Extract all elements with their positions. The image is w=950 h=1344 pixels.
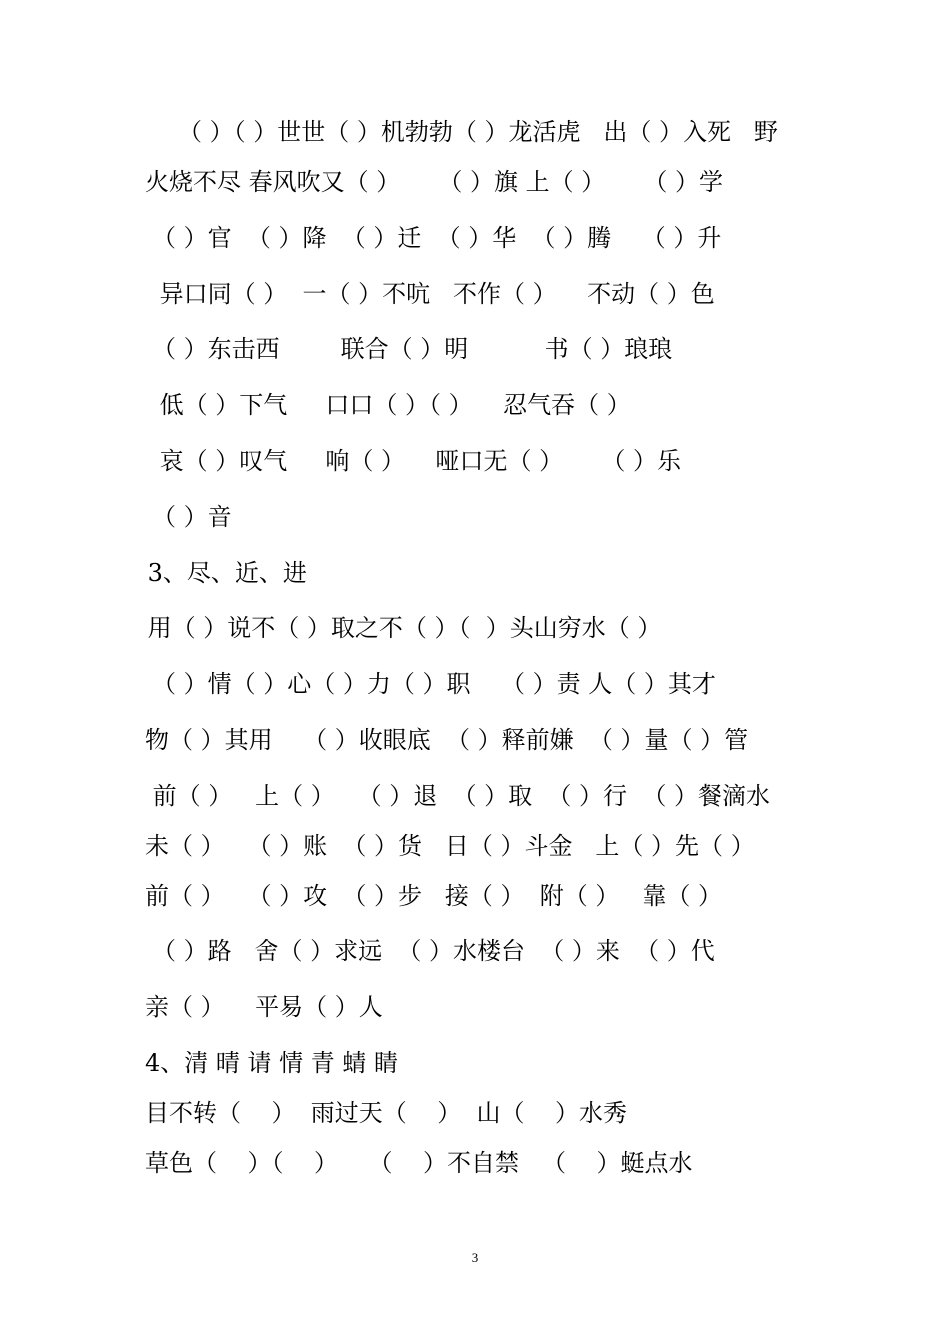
text-line-2: 火烧不尽 春风吹又（ ） （ ）旗 上（ ） （ ）学 — [145, 168, 724, 196]
text-line-20: 草色（ ）（ ） （ ）不自禁 （ ）蜓点水 — [145, 1149, 693, 1177]
section-heading-3: 3、尽、近、进 — [140, 559, 307, 587]
text-line-19: 目不转（ ） 雨过天（ ） 山（ ）水秀 — [145, 1099, 628, 1127]
text-line-3: （ ）官 （ ）降 （ ）迁 （ ）华 （ ）腾 （ ）升 — [152, 224, 722, 252]
text-line-13: 前（ ） 上（ ） （ ）退 （ ）取 （ ）行 （ ）餐滴水 — [145, 782, 770, 810]
section-heading-4: 4、清 晴 请 情 青 蜻 睛 — [145, 1049, 399, 1077]
text-line-7: 哀（ ）叹气 响（ ） 哑口无（ ） （ ）乐 — [152, 447, 681, 475]
text-line-14: 未（ ） （ ）账 （ ）货 日（ ）斗金 上（ ）先（ ） — [145, 832, 755, 860]
text-line-12: 物（ ）其用 （ ）收眼底 （ ）释前嫌 （ ）量（ ）管 — [145, 726, 749, 754]
page-number: 3 — [471, 1250, 479, 1265]
text-line-15: 前（ ） （ ）攻 （ ）步 接（ ） 附（ ） 靠（ ） — [145, 882, 722, 910]
text-line-6: 低（ ）下气 口口（ ）（ ） 忍气吞（ ） — [152, 391, 631, 419]
text-line-1: （ ）（ ）世世（ ）机勃勃（ ）龙活虎 出（ ）入死 野 — [178, 118, 778, 146]
text-line-8: （ ）音 — [152, 503, 232, 531]
text-line-11: （ ）情（ ）心（ ）力（ ）职 （ ）责 人（ ）其才 — [152, 670, 716, 698]
text-line-5: （ ）东击西 联合（ ）明 书（ ）琅琅 — [152, 335, 673, 363]
text-line-10: 用（ ）说不（ ）取之不（ ）（ ）头山穷水（ ） — [140, 614, 662, 642]
text-line-16: （ ）路 舍（ ）求远 （ ）水楼台 （ ）来 （ ）代 — [152, 937, 715, 965]
text-line-17: 亲（ ） 平易（ ）人 — [145, 993, 383, 1021]
text-line-4: 异口同（ ） 一（ ）不吭 不作（ ） 不动（ ）色 — [152, 280, 715, 308]
